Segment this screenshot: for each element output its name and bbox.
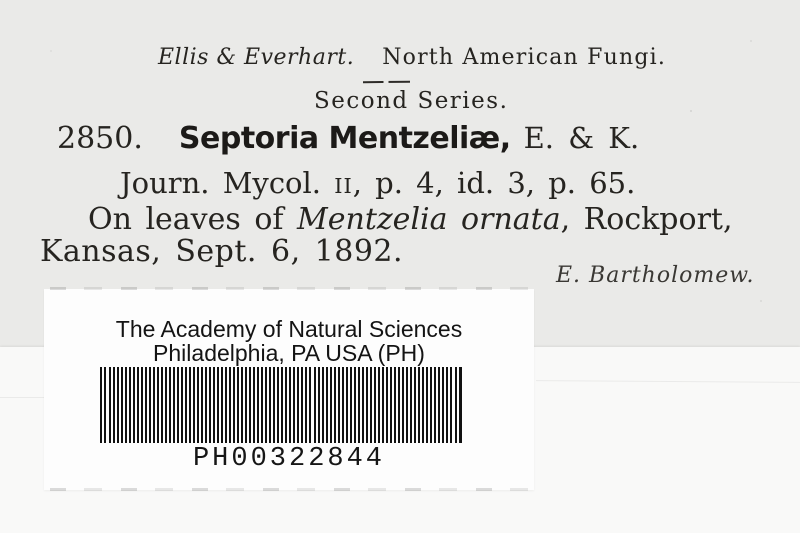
barcode	[100, 367, 466, 443]
habitat-locality: , Rockport,	[560, 202, 733, 237]
citation-line	[120, 166, 635, 200]
habitat-line	[88, 202, 733, 237]
host-plant-name: Mentzelia ornata	[297, 202, 561, 237]
series-divider-rule	[363, 81, 410, 83]
locality-date-line: Kansas, Sept. 6, 1892.	[40, 234, 404, 269]
species-authority: E. & K.	[523, 121, 640, 155]
paper-speckles	[690, 110, 692, 112]
habitat-prefix: On leaves of	[88, 202, 298, 237]
specimen-number: 2850.	[57, 121, 143, 156]
institution-block	[44, 317, 534, 365]
citation-journal: Journ. Mycol.	[120, 166, 335, 200]
citation-pages: , p. 4, id. 3, p. 65.	[352, 166, 636, 200]
institution-name: The Academy of Natural Sciences	[115, 316, 463, 342]
species-title-line	[57, 121, 639, 156]
institution-location: Philadelphia, PA USA (PH)	[153, 340, 425, 366]
institution-sticker	[44, 289, 534, 490]
species-name: Septoria Mentzeliæ,	[178, 121, 511, 156]
series-header	[158, 45, 666, 70]
collector-name: E. Bartholomew.	[556, 263, 755, 288]
series-title: North American Fungi.	[382, 45, 667, 70]
barcode-text: PH00322844	[192, 444, 386, 474]
series-authors: Ellis & Everhart.	[158, 45, 355, 70]
sticker-torn-edge-top	[50, 287, 528, 290]
paper-crease-left	[0, 397, 45, 398]
series-subtitle: Second Series.	[314, 88, 509, 114]
sticker-torn-edge-bottom	[50, 488, 528, 491]
citation-volume: II	[334, 174, 353, 198]
